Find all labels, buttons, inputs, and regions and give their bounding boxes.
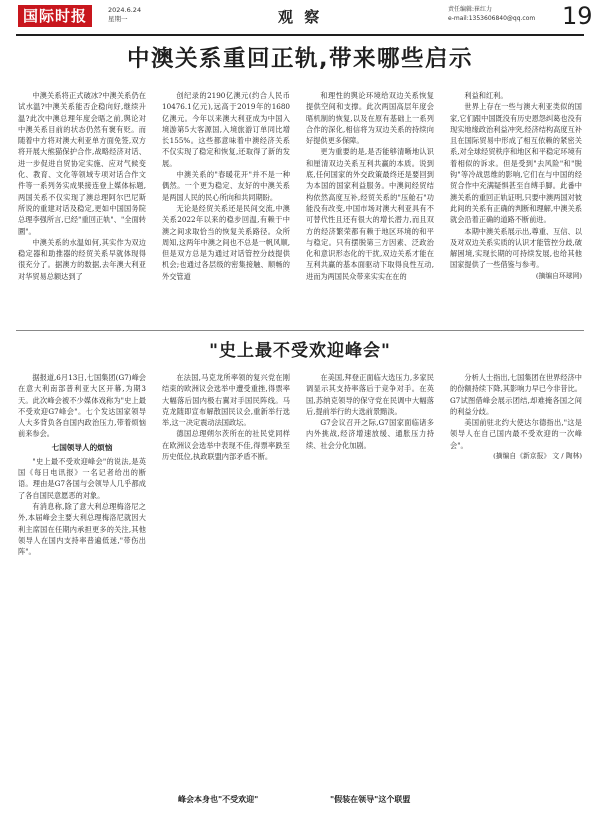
article2-subhead-1: 七国领导人的烦恼 bbox=[51, 442, 113, 452]
issue-weekday: 星期一 bbox=[108, 15, 128, 23]
editor-block bbox=[448, 6, 535, 23]
header-rule bbox=[16, 34, 584, 36]
article2-column-2 bbox=[162, 372, 290, 790]
paragraph: "史上最不受欢迎峰会"的说法,是英国《每日电讯报》一名记者给出的断语。理由是G7各国与会领导人几乎都成了各自国民意愿恶的对象。 bbox=[18, 456, 146, 500]
page-number: 19 bbox=[562, 2, 593, 30]
issue-date-block bbox=[108, 6, 141, 24]
paragraph: 创纪录的2190亿澳元(约合人民币10476.1亿元),远高于2019年的1680亿澳元。今年以来澳大利亚成为中国入境游第5大客源国,入境旅游订单同比增长155%。这些都意味着中澳经济关系不仅实现了稳定和恢复,还取得了新的发展。 bbox=[162, 91, 290, 168]
editor-name: 责任编辑:崔红力 bbox=[448, 6, 493, 13]
paragraph: 在美国,拜登正面临大选压力,多家民调显示其支持率落后于竞争对手。在英国,苏纳克领导的保守党在民调中大幅落后,提前举行的大选前景黯淡。 bbox=[306, 373, 434, 416]
paragraph: 分析人士指出,七国集团在世界经济中的份额持续下降,其影响力早已今非昔比。G7试图借峰会展示团结,却难掩各国之间的利益分歧。 bbox=[450, 373, 582, 416]
paragraph: 中澳关系将正式破冰?中澳关系仍在试水温?中澳关系能否企稳向好,继续升温?此次中澳总理年度会晤之前,舆论对中澳关系目前的状态仍然有褒有贬。而随着中方将对澳大利亚单方面免签,双方将开展大熊猫保护合作,战略经济对话、进一步促进自贸协定实施、应对气候变化、教育、文化等领域专项对话合作文件等一系列务实成果接连登上媒体标题,两国关系不仅实现了澳总理阿尔巴尼斯所说的重建对话及稳定,更如中国国务院总理李强所言,已经"重回正轨"、"全面转圜"。 bbox=[18, 91, 146, 236]
paragraph: 德国总理朔尔茨所在的社民党同样在欧洲议会选举中表现不佳,得票率跌至历史低位,执政联盟内部矛盾不断。 bbox=[162, 429, 290, 462]
paragraph: 更为重要的是,是否能够清晰地认识和厘清双边关系互利共赢的本质。说到底,任何国家的外交政策最终还是要回到为本国的国家利益服务。中澳间经贸结构依然高度互补,经贸关系的"压舱石"功能没有改变,中国市场对澳大利亚具有不可替代性且还有很大的增长潜力,而且双方的经济繁荣都有赖于地区环境的和平与稳定。只有摆脱第三方因素、泛政治化和意识形态化的干扰,双边关系才能在互利共赢的基本面驱动下取得良性互动,进而为两国民众带来实实在在的 bbox=[306, 147, 434, 281]
paragraph: 本期中澳关系展示出,尊重、互信、以及对双边关系实质的认识才能管控分歧,破解困境,实现长期的可持续发展,也给其他国家提供了一些借鉴与参考。 bbox=[450, 226, 582, 270]
article1-source: (摘编自环球网) bbox=[535, 271, 582, 280]
article1-column-4 bbox=[450, 90, 582, 326]
paragraph: 中澳关系的"春暖花开"并不是一种偶然。一个更为稳定、友好的中澳关系是两国人民的民心所向和共同期盼。 bbox=[162, 170, 290, 202]
paragraph: 世界上存在一些与澳大利亚类似的国家,它们跟中国既没有历史恩怨纠葛也没有现实地缘政治利益冲突,经济结构高度互补且在国际贸易中形成了相互依赖的紧密关系,对全球经贸秩序和地区和平稳定环境有着相似的诉求。但是受到"去风险"和"脱钩"等冷战思维的影响,它们在与中国的经贸合作中充满疑惧甚至自缚手脚。此番中澳关系的重回正轨证明,只要中澳两国对彼此间的关系有正确的判断和理解,中澳关系就会沿着正确的道路不断前进。 bbox=[450, 102, 582, 225]
article2-column-3 bbox=[306, 372, 434, 790]
paragraph: 有消息称,除了意大利总理梅洛尼之外,本届峰会主要大利总理梅洛尼就因大利主席国在任期内承担更多的关注,其他领导人在国内支持率普遍低迷,"带伤出阵"。 bbox=[18, 501, 146, 557]
article2-subhead-3: "假装在领导"这个联盟 bbox=[330, 795, 411, 804]
paragraph: 利益和红利。 bbox=[464, 91, 508, 100]
paragraph: G7会议召开之际,G7国家面临诸多内外挑战,经济增速放缓、通胀压力持续、社会分化加剧。 bbox=[306, 418, 434, 450]
article1-column-2 bbox=[162, 90, 290, 326]
article2-column-4 bbox=[450, 372, 582, 790]
issue-date: 2024.6.24 bbox=[108, 6, 142, 14]
section-title: 观 察 bbox=[278, 8, 323, 26]
newspaper-logo: 国际时报 bbox=[18, 5, 92, 27]
article1-headline: 中澳关系重回正轨,带来哪些启示 bbox=[126, 46, 474, 72]
page-header bbox=[0, 0, 600, 36]
paragraph: 中澳关系的水温如何,其实作为双边稳定器和助推器的经贸关系早就体现得很充分了。据澳方的数据,去年澳大利亚对华贸易总额达到了 bbox=[18, 237, 146, 281]
article1-column-3 bbox=[306, 90, 434, 326]
paragraph: 据报道,6月13日,七国集团(G7)峰会在意大利南部普利亚大区开幕,为期3天。此次峰会被不少媒体戏称为"史上最不受欢迎G7峰会"。七个发达国家领导人大多背负各自国内政治压力,带着烦恼前来参会。 bbox=[18, 373, 146, 439]
article2-source: (摘编自《新京报》 文 / 陶林) bbox=[493, 452, 582, 461]
article2-headline: "史上最不受欢迎峰会" bbox=[209, 341, 391, 361]
editor-email: e-mail:1353606840@qq.com bbox=[448, 14, 536, 22]
paragraph: 和理性的舆论环境给双边关系恢复提供空间和支撑。此次两国高层年度会晤机制的恢复,以及在原有基础上一系列合作的深化,相信将为双边关系的持续向好提供更多保障。 bbox=[306, 91, 434, 146]
article2-column-1 bbox=[18, 372, 146, 790]
article2-subhead-2: 峰会本身也"不受欢迎" bbox=[178, 795, 259, 804]
paragraph: 美国前驻北约大使达尔德指出,"这是领导人在自己国内最不受欢迎的一次峰会"。 bbox=[450, 418, 582, 450]
paragraph: 在法国,马克龙所率领的复兴党在刚结束的欧洲议会选举中遭受重挫,得票率大幅落后国内极右翼对手国民阵线。马克龙随即宣布解散国民议会,重新举行选举,这一决定震动法国政坛。 bbox=[162, 373, 290, 428]
article1-column-1 bbox=[18, 90, 146, 326]
article-divider bbox=[16, 330, 584, 331]
paragraph: 无论是经贸关系还是民间交流,中澳关系2022年以来的稳步回温,有赖于中澳之间求取恰当的恢复关系路径。众所周知,这两年中澳之间也不总是一帆风顺,但是双方总是为通过对话管控分歧提供机会;也通过各层级的密集接触、顺畅的外交管道 bbox=[162, 203, 290, 281]
